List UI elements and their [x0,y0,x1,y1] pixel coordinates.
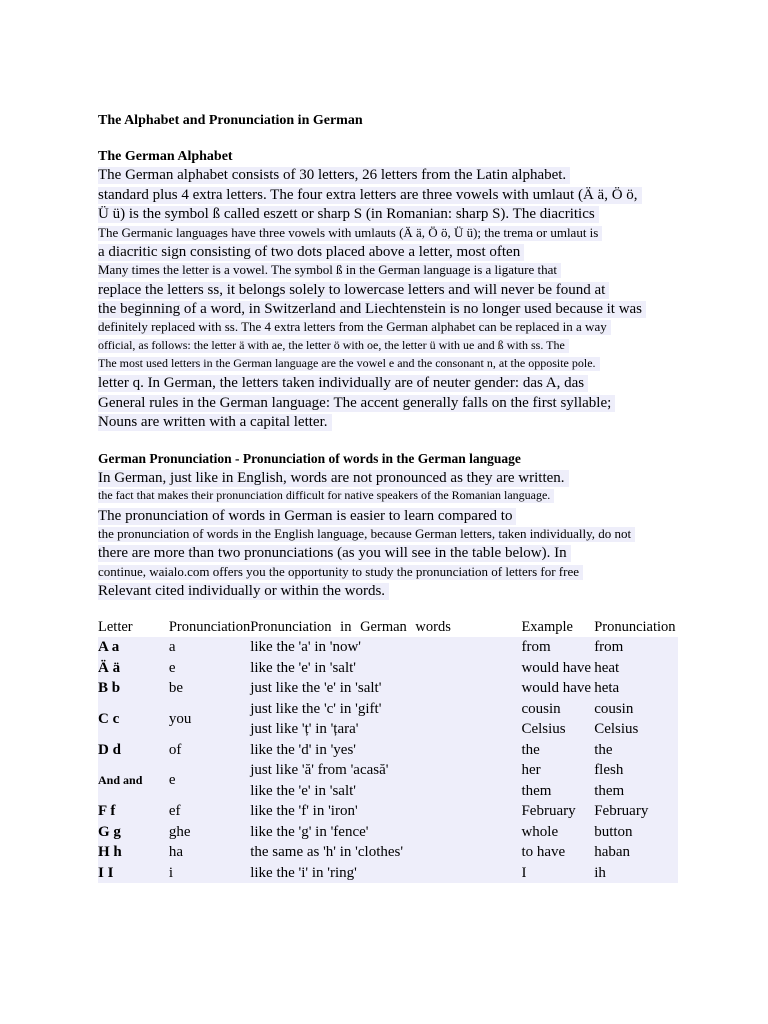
paragraph-line: letter q. In German, the letters taken individually are of neuter gender: das A, das [98,375,588,392]
pronunciation-cell: e [169,658,250,679]
example-cell [521,760,594,801]
example-line: her [521,762,541,778]
pronunciation-cell: a [169,637,250,658]
table-header-row [98,617,678,637]
example-pronunciation-cell: heta [594,678,678,699]
example-pronunciation-cell [594,699,678,740]
rule-cell: like the 'f' in 'iron' [250,801,521,822]
example-cell: I [521,863,594,884]
paragraph-line: In German, just like in English, words are not pronounced as they are written. [98,470,569,487]
table-row [98,699,678,740]
example-cell: would have [521,658,594,679]
example-pronunciation-cell: February [594,801,678,822]
section-heading-pronunciation: German Pronunciation - Pronunciation of words in the German language [98,451,521,466]
rule-cell [250,699,521,740]
rule-cell: just like the 'e' in 'salt' [250,678,521,699]
example-pronunciation-cell: button [594,822,678,843]
rule-line: just like 'ț' in 'țara' [250,721,359,737]
table-row [98,658,678,679]
example-pronunciation-line: Celsius [594,721,639,737]
paragraph-line: continue, waialo.com offers you the opportunity to study the pronunciation of letters for free [98,565,583,580]
rule-cell: like the 'i' in 'ring' [250,863,521,884]
paragraph-line: General rules in the German language: The accent generally falls on the first syllable; [98,395,615,412]
table-row [98,637,678,658]
example-pronunciation-cell [594,760,678,801]
pronunciation-cell: be [169,678,250,699]
header-pronunciation: Pronunciation [168,619,251,635]
pronunciation-cell: i [169,863,250,884]
rule-cell: the same as 'h' in 'clothes' [250,842,521,863]
table-row [98,760,678,801]
rule-cell: like the 'e' in 'salt' [250,658,521,679]
paragraph-line: definitely replaced with ss. The 4 extra letters from the German alphabet can be replaced in a way [98,320,611,335]
paragraph-line: official, as follows: the letter ä with ae, the letter ö with oe, the letter ü with ue and ß with ss. The [98,339,569,353]
pronunciation-cell: ha [169,842,250,863]
example-pronunciation-cell: heat [594,658,678,679]
example-cell: from [521,637,594,658]
example-cell: whole [521,822,594,843]
table-row [98,842,678,863]
pronunciation-cell: ghe [169,822,250,843]
pronunciation-cell: of [169,740,250,761]
letter-cell: I I [98,863,169,884]
paragraph-line: The Germanic languages have three vowels with umlauts (Ä ä, Ö ö, Ü ü); the trema or umlaut is [98,226,602,241]
table-row [98,740,678,761]
example-pronunciation-line: cousin [594,700,634,717]
example-pronunciation-cell: from [594,637,678,658]
table-row [98,863,678,884]
paragraph-line: The pronunciation of words in German is easier to learn compared to [98,508,516,525]
example-pronunciation-cell: haban [594,842,678,863]
pronunciation-cell: you [169,699,250,740]
rule-cell: like the 'a' in 'now' [250,637,521,658]
header-example: Example [521,619,573,635]
example-cell: would have [521,678,594,699]
letter-cell: C c [98,699,169,740]
table-row [98,678,678,699]
example-cell [521,699,594,740]
paragraph-line: Nouns are written with a capital letter. [98,414,332,431]
paragraph-line: The German alphabet consists of 30 letters, 26 letters from the Latin alphabet. [98,167,570,184]
paragraph-line: Relevant cited individually or within the words. [98,583,389,600]
header-pronunciation-words: Pronunciation in German words [250,619,451,635]
rule-line: like the 'e' in 'salt' [250,782,356,799]
letter-cell: G g [98,822,169,843]
example-pronunciation-line: them [594,782,625,799]
paragraph-line: Ü ü) is the symbol ß called eszett or sharp S (in Romanian: sharp S). The diacritics [98,206,599,223]
paragraph-line: a diacritic sign consisting of two dots placed above a letter, most often [98,244,524,261]
rule-cell [250,760,521,801]
letter-cell: And and [98,760,169,801]
example-pronunciation-line: flesh [594,762,624,778]
rule-cell: like the 'd' in 'yes' [250,740,521,761]
letter-cell: A a [98,637,169,658]
example-line: them [521,782,552,799]
letter-cell: D d [98,740,169,761]
paragraph-line: the fact that makes their pronunciation difficult for native speakers of the Romanian language. [98,489,554,503]
table-row [98,822,678,843]
rule-line: just like the 'c' in 'gift' [250,700,382,717]
rule-cell: like the 'g' in 'fence' [250,822,521,843]
alphabet-table [98,617,678,883]
example-line: cousin [521,700,561,717]
example-pronunciation-cell: ih [594,863,678,884]
pronunciation-cell: e [169,760,250,801]
letter-cell: B b [98,678,169,699]
paragraph-line: the pronunciation of words in the English language, because German letters, taken individually, do not [98,527,635,542]
letter-cell: Ä ä [98,658,169,679]
pronunciation-cell: ef [169,801,250,822]
paragraph-line: replace the letters ss, it belongs solely to lowercase letters and will never be found at [98,282,609,299]
rule-line: just like 'ă' from 'acasă' [250,762,389,778]
header-example-pronunciation: Pronunciation [594,619,676,635]
section-heading-alphabet: The German Alphabet [98,149,233,164]
header-letter: Letter [98,619,133,635]
document-title: The Alphabet and Pronunciation in German [98,113,363,128]
paragraph-line: the beginning of a word, in Switzerland and Liechtenstein is no longer used because it was [98,301,646,318]
example-line: Celsius [521,721,566,737]
example-cell: to have [521,842,594,863]
example-cell: February [521,801,594,822]
table-row [98,801,678,822]
paragraph-line: there are more than two pronunciations (as you will see in the table below). In [98,545,571,562]
paragraph-line: Many times the letter is a vowel. The symbol ß in the German language is a ligature that [98,263,561,278]
letter-cell: F f [98,801,169,822]
letter-cell: H h [98,842,169,863]
example-cell: the [521,740,594,761]
paragraph-line: standard plus 4 extra letters. The four extra letters are three vowels with umlaut (Ä ä, Ö ö, [98,187,642,204]
paragraph-line: The most used letters in the German language are the vowel e and the consonant n, at the opposite pole. [98,357,600,371]
example-pronunciation-cell: the [594,740,678,761]
